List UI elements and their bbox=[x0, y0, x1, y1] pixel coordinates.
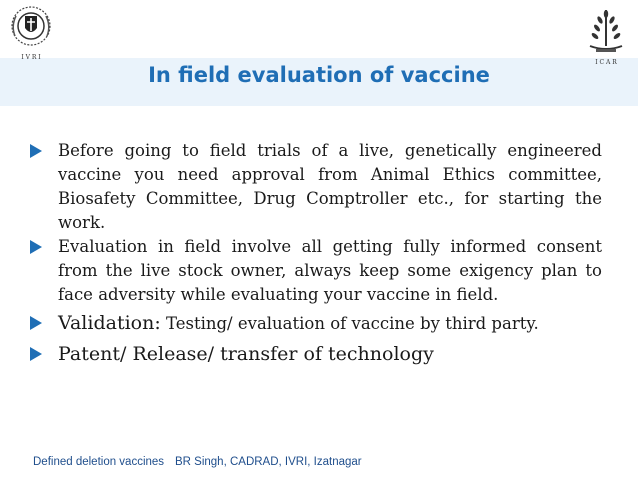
bullet-patent bbox=[30, 339, 602, 370]
bullet-arrow-icon bbox=[30, 347, 42, 361]
header-band bbox=[0, 0, 638, 58]
validation-text: Testing/ evaluation of vaccine by third party. bbox=[160, 314, 539, 333]
bullet-validation bbox=[30, 308, 602, 339]
svg-text:I V R I: I V R I bbox=[21, 54, 41, 61]
slide-title: In field evaluation of vaccine bbox=[148, 63, 490, 87]
footer-left: Defined deletion vaccines bbox=[33, 456, 165, 468]
bullet-arrow-icon bbox=[30, 240, 42, 254]
bullet-field-evaluation bbox=[30, 235, 602, 307]
ivri-logo bbox=[6, 4, 56, 64]
footer-center: BR Singh, CADRAD, IVRI, Izatnagar bbox=[175, 456, 362, 468]
bullet-arrow-icon bbox=[30, 316, 42, 330]
svg-text:I C A R: I C A R bbox=[595, 59, 617, 66]
bullet-arrow-icon bbox=[30, 144, 42, 158]
bullet-text: Before going to field trials of a live, genetically engineered vaccine you need approval from Animal Ethics committee, Biosafety Committee, Drug Comptroller etc., for starting the work. bbox=[58, 141, 602, 232]
bullet-text: Patent/ Release/ transfer of technology bbox=[58, 343, 434, 365]
bullet-text: Evaluation in field involve all getting fully informed consent from the live stock owner, always keep some exigency plan to face adversity while evaluating your vaccine in field. bbox=[58, 237, 602, 304]
bullet-approval bbox=[30, 139, 602, 235]
validation-label: Validation: bbox=[58, 312, 161, 334]
bullet-list bbox=[30, 139, 602, 370]
